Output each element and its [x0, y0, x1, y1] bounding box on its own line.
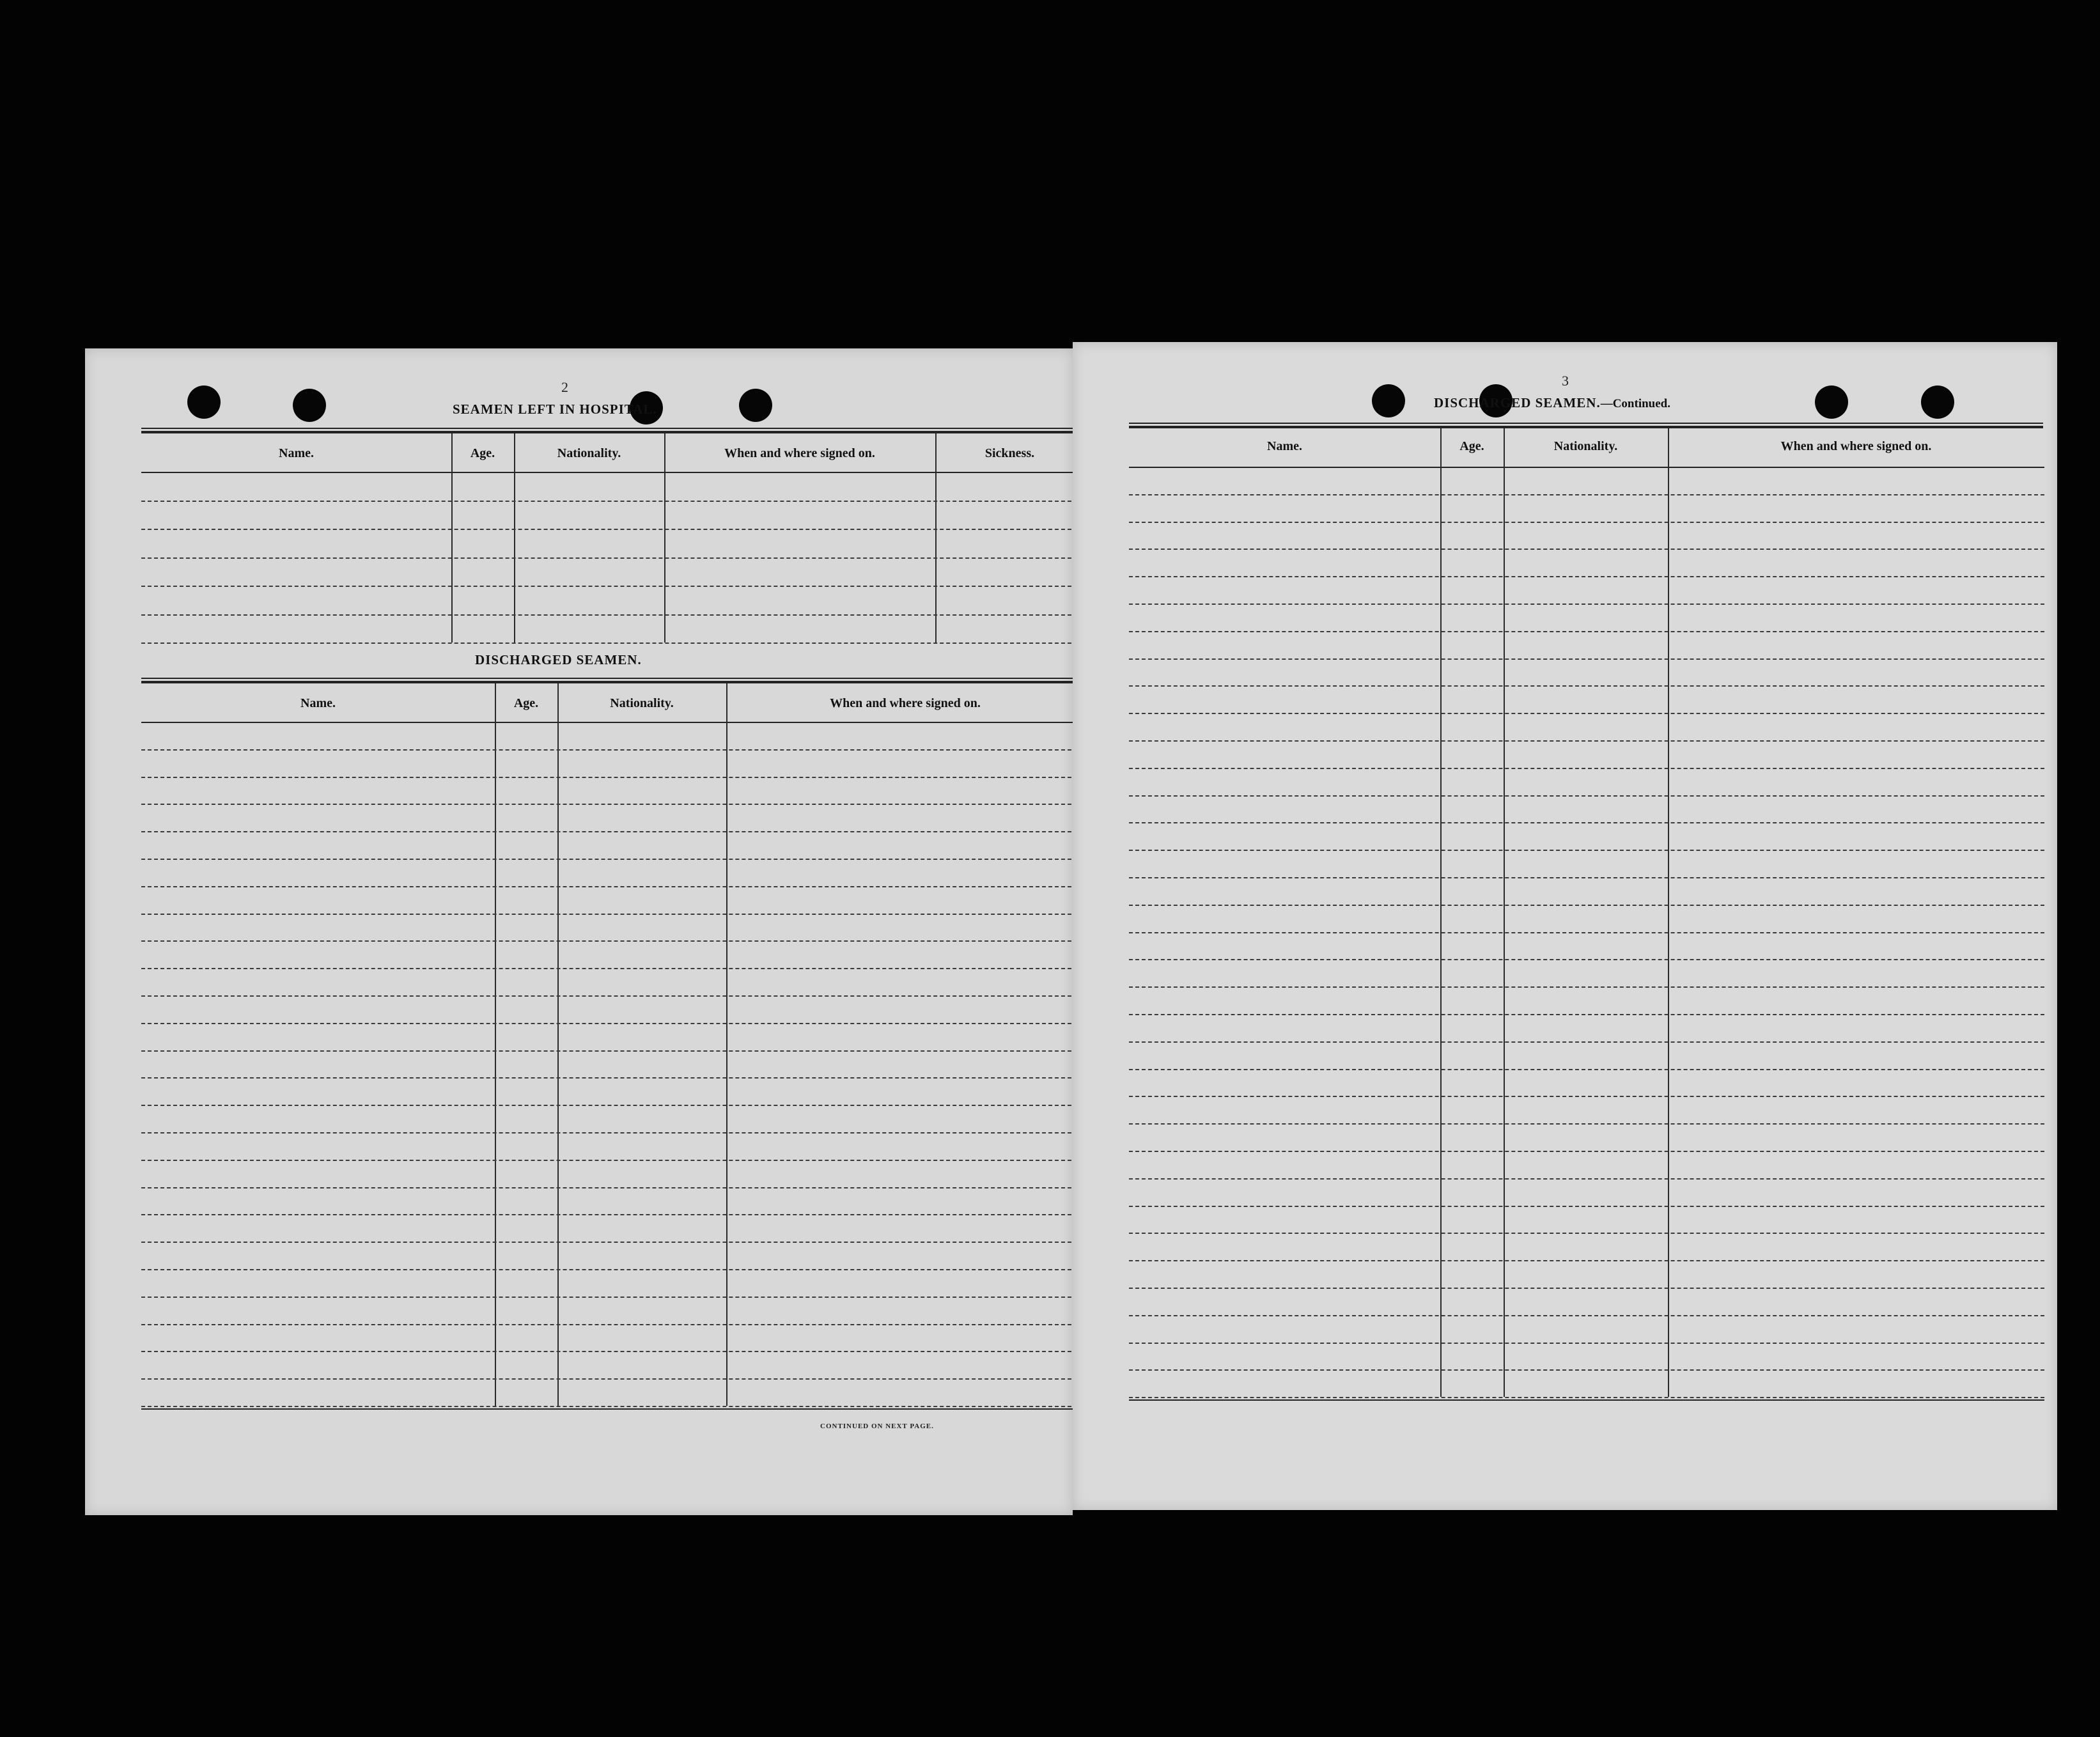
- column-divider: [1504, 428, 1505, 1397]
- entry-row-line[interactable]: [1129, 1233, 2044, 1234]
- continued-footnote: CONTINUED ON NEXT PAGE.: [820, 1422, 934, 1430]
- column-header-age: Age.: [513, 696, 539, 710]
- punch-hole: [1815, 386, 1848, 419]
- entry-row-line[interactable]: [141, 614, 1084, 616]
- entry-row-line[interactable]: [1129, 1315, 2044, 1316]
- entry-row-line[interactable]: [1129, 986, 2044, 988]
- entry-row-line[interactable]: [1129, 576, 2044, 577]
- column-header-age: Age.: [1459, 439, 1484, 453]
- entry-row-line[interactable]: [141, 557, 1084, 559]
- column-header-signed-on: When and where signed on.: [830, 696, 981, 710]
- column-header-nationality: Nationality.: [557, 446, 621, 460]
- entry-row-line[interactable]: [141, 940, 1084, 942]
- entry-row-line[interactable]: [1129, 1260, 2044, 1261]
- entry-row-line[interactable]: [141, 831, 1084, 832]
- entry-row-line[interactable]: [141, 1077, 1084, 1079]
- punch-hole: [187, 386, 221, 419]
- entry-row-line[interactable]: [1129, 658, 2044, 660]
- entry-row-line[interactable]: [1129, 685, 2044, 687]
- entry-row-line[interactable]: [1129, 1397, 2044, 1398]
- hospital-section-title: SEAMEN LEFT IN HOSPITAL.: [453, 401, 657, 417]
- discharged-section-title: DISCHARGED SEAMEN.: [475, 652, 642, 667]
- column-header-nationality: Nationality.: [610, 696, 674, 710]
- entry-row-line[interactable]: [1129, 1369, 2044, 1371]
- title-rule: [141, 678, 1082, 679]
- entry-row-line[interactable]: [1129, 1151, 2044, 1152]
- entry-row-line[interactable]: [1129, 1041, 2044, 1043]
- entry-row-line[interactable]: [141, 749, 1084, 751]
- table-bottom-rule: [1129, 1399, 2044, 1401]
- discharged-continued-table: [1129, 428, 2044, 1401]
- entry-row-line[interactable]: [141, 1160, 1084, 1161]
- entry-row-line[interactable]: [1129, 1178, 2044, 1180]
- entry-row-line[interactable]: [1129, 713, 2044, 714]
- column-divider: [664, 433, 665, 643]
- entry-row-line[interactable]: [141, 995, 1084, 997]
- column-header-nationality: Nationality.: [1553, 439, 1618, 453]
- column-divider: [935, 433, 937, 643]
- entry-row-line[interactable]: [1129, 522, 2044, 523]
- column-divider: [1440, 428, 1442, 1397]
- title-rule: [141, 428, 1082, 429]
- column-divider: [514, 433, 515, 643]
- header-rule: [1129, 467, 2044, 468]
- entry-row-line[interactable]: [141, 859, 1084, 860]
- column-header-age: Age.: [470, 446, 495, 460]
- column-header-signed-on: When and where signed on.: [724, 446, 875, 460]
- entry-row-line[interactable]: [141, 1351, 1084, 1352]
- header-rule: [141, 722, 1084, 723]
- page-number: 2: [561, 379, 568, 395]
- entry-row-line[interactable]: [141, 886, 1084, 887]
- punch-hole: [1921, 386, 1954, 419]
- punch-hole: [1372, 384, 1405, 417]
- entry-row-line[interactable]: [1129, 905, 2044, 906]
- continued-suffix: —Continued.: [1600, 397, 1670, 410]
- entry-row-line[interactable]: [1129, 1343, 2044, 1344]
- page-number: 3: [1562, 373, 1569, 389]
- entry-row-line[interactable]: [141, 1187, 1084, 1188]
- entry-row-line[interactable]: [1129, 1096, 2044, 1097]
- entry-row-line[interactable]: [1129, 631, 2044, 632]
- entry-row-line[interactable]: [1129, 959, 2044, 960]
- hospital-table: [141, 433, 1084, 646]
- entry-row-line[interactable]: [141, 586, 1084, 587]
- entry-row-line[interactable]: [141, 1105, 1084, 1106]
- entry-row-line[interactable]: [1129, 877, 2044, 878]
- entry-row-line[interactable]: [141, 529, 1084, 530]
- column-header-signed-on: When and where signed on.: [1780, 439, 1932, 453]
- entry-row-line[interactable]: [1129, 1288, 2044, 1289]
- entry-row-line[interactable]: [141, 1378, 1084, 1380]
- discharged-continued-title: [1434, 395, 1670, 411]
- entry-row-line[interactable]: [141, 1324, 1084, 1325]
- column-header-name: Name.: [279, 446, 314, 460]
- entry-row-line[interactable]: [1129, 604, 2044, 605]
- entry-row-line[interactable]: [141, 1132, 1084, 1133]
- column-divider: [451, 433, 453, 643]
- entry-row-line[interactable]: [141, 501, 1084, 502]
- entry-row-line[interactable]: [1129, 494, 2044, 495]
- table-bottom-rule: [141, 1408, 1084, 1410]
- section-title-text: DISCHARGED SEAMEN.: [1434, 395, 1601, 410]
- entry-row-line[interactable]: [141, 1214, 1084, 1215]
- entry-row-line[interactable]: [141, 643, 1084, 644]
- column-header-sickness: Sickness.: [984, 446, 1035, 460]
- column-header-name: Name.: [300, 696, 336, 710]
- entry-row-line[interactable]: [141, 1023, 1084, 1024]
- entry-row-line[interactable]: [141, 804, 1084, 805]
- left-page: [85, 348, 1073, 1515]
- entry-row-line[interactable]: [141, 968, 1084, 969]
- punch-hole: [293, 389, 326, 422]
- entry-row-line[interactable]: [1129, 932, 2044, 933]
- entry-row-line[interactable]: [1129, 549, 2044, 550]
- entry-row-line[interactable]: [1129, 795, 2044, 797]
- title-rule: [1129, 423, 2043, 424]
- entry-row-line[interactable]: [141, 1406, 1084, 1407]
- entry-row-line[interactable]: [141, 777, 1084, 778]
- entry-row-line[interactable]: [1129, 1206, 2044, 1207]
- right-page: [1073, 342, 2057, 1510]
- discharged-table: [141, 683, 1084, 1410]
- entry-row-line[interactable]: [1129, 740, 2044, 742]
- entry-row-line[interactable]: [141, 1297, 1084, 1298]
- entry-row-line[interactable]: [141, 1242, 1084, 1243]
- column-divider: [1668, 428, 1669, 1397]
- entry-row-line[interactable]: [141, 914, 1084, 915]
- entry-row-line[interactable]: [1129, 768, 2044, 769]
- entry-row-line[interactable]: [1129, 1123, 2044, 1125]
- entry-row-line[interactable]: [1129, 1014, 2044, 1015]
- entry-row-line[interactable]: [141, 1050, 1084, 1052]
- column-header-name: Name.: [1267, 439, 1302, 453]
- entry-row-line[interactable]: [141, 1269, 1084, 1270]
- header-rule: [141, 472, 1084, 473]
- entry-row-line[interactable]: [1129, 850, 2044, 851]
- entry-row-line[interactable]: [1129, 1069, 2044, 1070]
- entry-row-line[interactable]: [1129, 822, 2044, 823]
- punch-hole: [739, 389, 772, 422]
